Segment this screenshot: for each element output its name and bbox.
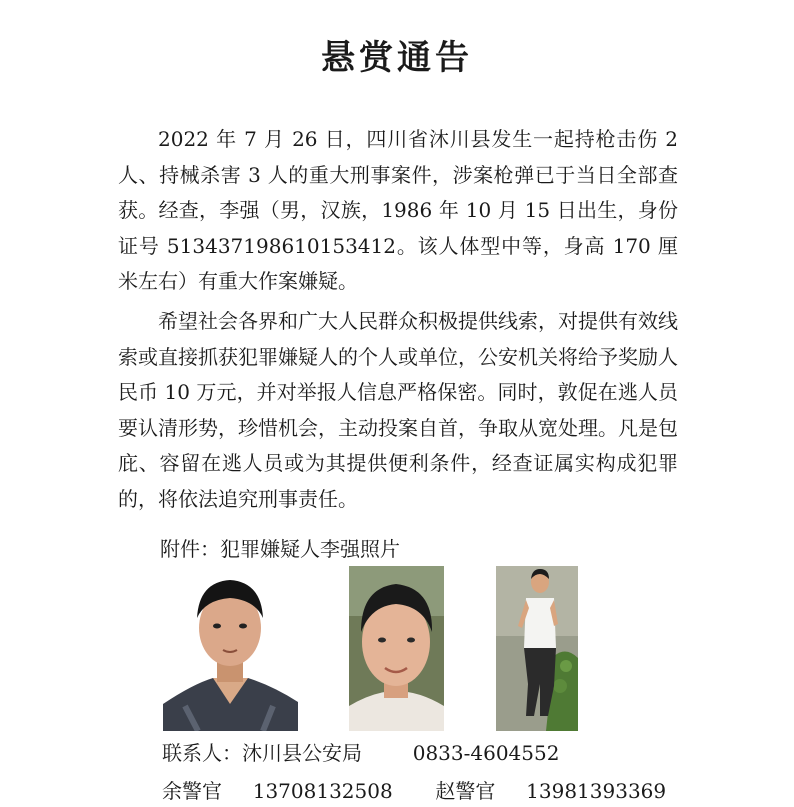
paragraph-case-details: 2022 年 7 月 26 日，四川省沐川县发生一起持枪击伤 2 人、持械杀害 3 人的重大刑事案件，涉案枪弹已于当日全部查获。经查，李强（男，汉族，1986 年 10 月 15 日出生，身份证号 513437198610153412。该人体型中等，身高 170 厘米左右）有重大作案嫌疑。 [118, 127, 678, 294]
contact-phone-bureau: 0833-4604552 [412, 741, 560, 765]
suspect-photo-id-portrait [163, 566, 298, 731]
officer-name-yu: 余警官 [162, 779, 222, 803]
notice-title: 悬赏通告 [321, 38, 473, 78]
suspect-photo-selfie [349, 566, 444, 731]
suspect-photo-full-body [496, 566, 578, 731]
officer-phone-yu: 13708132508 [252, 779, 393, 803]
contact-label: 联系人：沐川县公安局 [162, 741, 362, 765]
contact-line-officers [162, 775, 666, 807]
contact-line-police-bureau [162, 737, 559, 769]
paragraph-reward-appeal: 希望社会各界和广大人民群众积极提供线索，对提供有效线索或直接抓获犯罪嫌疑人的个人或单位，公安机关将给予奖励人民币 10 万元，并对举报人信息严格保密。同时，敦促在逃人员要认清形势，珍惜机会，主动投案自首，争取从宽处理。凡是包庇、容留在逃人员或为其提供便利条件，经查证属实构成犯罪的，将依法追究刑事责任。 [118, 309, 678, 511]
officer-name-zhao: 赵警官 [435, 779, 496, 803]
attachment-caption: 附件：犯罪嫌疑人李强照片 [160, 537, 400, 561]
officer-phone-zhao: 13981393369 [526, 779, 667, 803]
